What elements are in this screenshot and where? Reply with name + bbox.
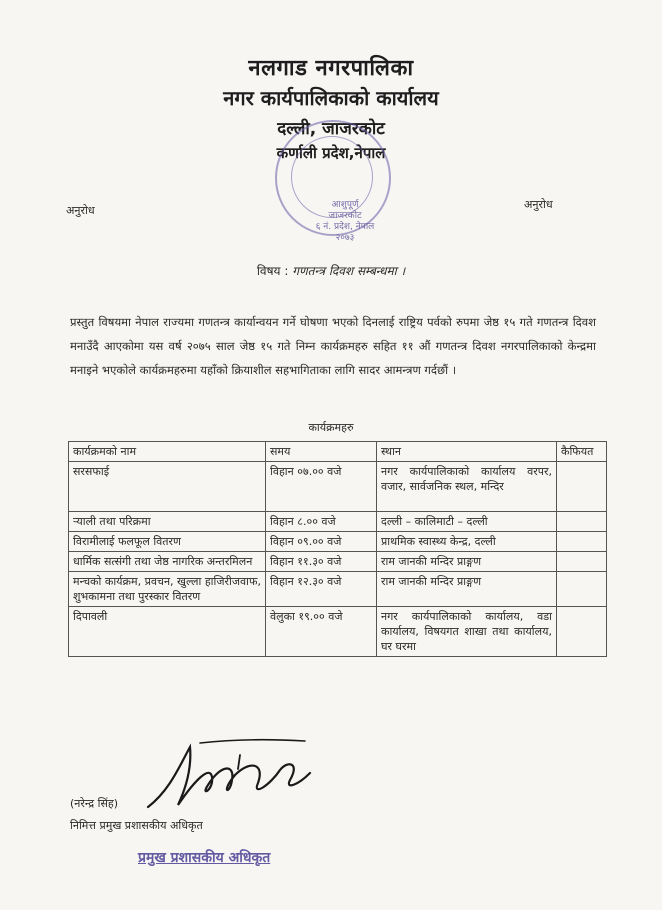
- seal-line-4: २०७३: [335, 233, 355, 243]
- office-title: नगर कार्यपालिकाको कार्यालय: [223, 86, 439, 110]
- program-table-header-row: [69, 442, 607, 462]
- program-time: विहान ८.०० वजे: [266, 512, 377, 532]
- program-remarks: [557, 552, 607, 572]
- signature-mark: [140, 735, 315, 815]
- program-name: विरामीलाई फलफूल वितरण: [69, 532, 266, 552]
- office-location: दल्ली, जाजरकोट: [277, 119, 385, 139]
- seal-line-1: आशुपूर्ण: [331, 200, 359, 210]
- program-name: धार्मिक सत्संगी तथा जेष्ठ नागरिक अन्तरमिलन: [69, 552, 266, 572]
- program-time: विहान ०७.०० वजे: [266, 462, 377, 512]
- table-row: [69, 462, 607, 512]
- program-time: वेलुका १९.०० वजे: [266, 607, 377, 657]
- program-place: राम जानकी मन्दिर प्राङ्गण: [377, 552, 557, 572]
- reference-left: अनुरोध: [66, 204, 95, 217]
- municipality-title: नलगाड नगरपालिका: [248, 56, 414, 81]
- program-time: विहान ११.३० वजे: [266, 552, 377, 572]
- program-place: दल्ली – कालिमाटी – दल्ली: [377, 512, 557, 532]
- program-name: दिपावली: [69, 607, 266, 657]
- program-place: नगर कार्यपालिकाको कार्यालय, वडा कार्यालय, विषयगत शाखा तथा कार्यालय, घर घरमा: [377, 607, 557, 657]
- subject-label: विषय :: [256, 264, 289, 278]
- signatory-name: (नरेन्द्र सिंह): [70, 797, 119, 810]
- table-row: [69, 607, 607, 657]
- seal-line-2: जाजरकोट: [328, 211, 362, 221]
- program-time: विहान ०९.०० वजे: [266, 532, 377, 552]
- program-name: सरसफाई: [69, 462, 266, 512]
- program-remarks: [557, 462, 607, 512]
- table-row: [69, 572, 607, 607]
- table-row: [69, 512, 607, 532]
- office-province: कर्णाली प्रदेश,नेपाल: [276, 144, 386, 162]
- reference-right: अनुरोध: [524, 198, 553, 211]
- subject-value: गणतन्त्र दिवश सम्बन्धमा ।: [292, 264, 406, 278]
- letter-body: प्रस्तुत विषयमा नेपाल राज्यमा गणतन्त्र कार्यान्वयन गर्ने घोषणा भएको दिनलाई राष्ट्रिय पर्वको रुपमा जेष्ठ १५ गते गणतन्त्र दिवश मनाउँदै आएकोमा यस वर्ष २०७५ साल जेष्ठ १५ गते निम्न कार्यक्रमहरु सहित ११ औं गणतन्त्र दिवश नगरपालिकाको केन्द्रमा मनाइने भएकोले कार्यक्रमहरुमा यहाँको क्रियाशील सहभागिताका लागि सादर आमन्त्रण गर्दछौं ।: [70, 315, 596, 377]
- program-table-caption: कार्यक्रमहरु: [308, 421, 354, 434]
- seal-line-3: ६ नं. प्रदेश, नेपाल: [315, 222, 375, 232]
- table-row: [69, 532, 607, 552]
- office-seal-text: [305, 200, 385, 244]
- signatory-stamp: प्रमुख प्रशासकीय अधिकृत: [138, 850, 271, 866]
- signatory-title: निमित्त प्रमुख प्रशासकीय अधिकृत: [70, 819, 203, 832]
- program-place: नगर कार्यपालिकाको कार्यालय वरपर, वजार, सार्वजनिक स्थल, मन्दिर: [377, 462, 557, 512]
- program-remarks: [557, 512, 607, 532]
- program-place: प्राथमिक स्वास्थ्य केन्द्र, दल्ली: [377, 532, 557, 552]
- program-remarks: [557, 607, 607, 657]
- program-name: र्‍याली तथा परिक्रमा: [69, 512, 266, 532]
- program-name: मन्चको कार्यक्रम, प्रवचन, खुल्ला हाजिरीजवाफ, शुभकामना तथा पुरस्कार वितरण: [69, 572, 266, 607]
- subject-line: [0, 262, 662, 279]
- program-remarks: [557, 532, 607, 552]
- table-row: [69, 552, 607, 572]
- program-table: [68, 441, 607, 657]
- program-remarks: [557, 572, 607, 607]
- header-program-name: कार्यक्रमको नाम: [69, 442, 266, 462]
- header-remarks: कैफियत: [557, 442, 607, 462]
- header-place: स्थान: [377, 442, 557, 462]
- program-time: विहान १२.३० वजे: [266, 572, 377, 607]
- header-time: समय: [266, 442, 377, 462]
- program-place: राम जानकी मन्दिर प्राङ्गण: [377, 572, 557, 607]
